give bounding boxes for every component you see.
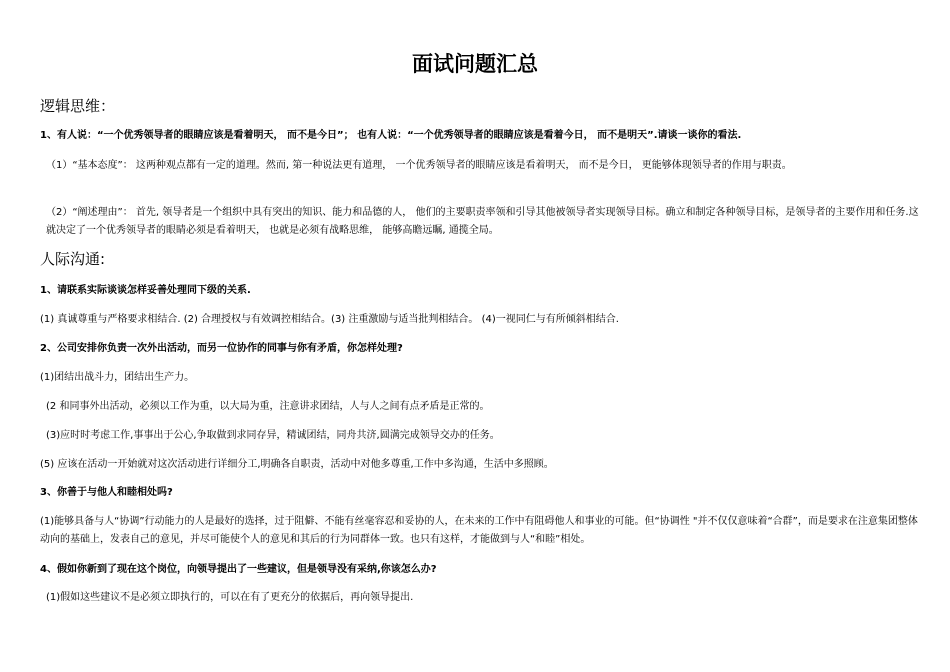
question-communication-2: 2、公司安排你负责一次外出活动，而另一位协作的同事与你有矛盾，你怎样处理? — [40, 343, 403, 354]
answer-communication-2-3: (3)应时时考虑工作,事事出于公心,争取做到求同存异，精诚团结，同舟共济,圆满完成领导交办的任务。 — [46, 430, 500, 441]
section-heading-logic: 逻辑思维： — [40, 97, 116, 115]
answer-logic-1-1: （1）“基本态度”： 这两种观点都有一定的道理。然而, 第一种说法更有道理， 一个优秀领导者的眼睛应该是看着明天， 而不是今日， 更能够体现领导者的作用与职责。 — [46, 160, 792, 171]
question-communication-3: 3、你善于与他人和睦相处吗? — [40, 487, 173, 498]
answer-communication-1-1: (1) 真诚尊重与严格要求相结合. (2) 合理授权与有效调控相结合。(3) 注重激励与适当批判相结合。 (4)一视同仁与有所倾斜相结合. — [40, 314, 619, 325]
answer-communication-2-4: (5) 应该在活动一开始就对这次活动进行详细分工,明确各自职责，活动中对他多尊重,工作中多沟通，生活中多照顾。 — [40, 459, 554, 470]
answer-communication-2-2: (2 和同事外出活动，必须以工作为重，以大局为重，注意讲求团结，人与人之间有点矛盾是正常的。 — [46, 401, 490, 412]
answer-communication-3-1: (1)能够具备与人“协调”行动能力的人是最好的选择，过于阻僻、不能有丝毫容忍和妥协的人，在未来的工作中有阻碍他人和事业的可能。但“协调性 "并不仅仅意味着“合群”，而是要求在注意集团整体动向的基础上，发表自己的意见，并尽可能使个人的意见和其后的行为同群体一致。也只有这样，才能做到与人“和睦”相处。 — [40, 516, 918, 545]
answer-communication-2-1: (1)团结出战斗力，团结出生产力。 — [40, 372, 195, 383]
question-communication-4: 4、假如你新到了现在这个岗位，向领导提出了一些建议，但是领导没有采纳,你该怎么办? — [40, 564, 437, 575]
answer-logic-1-2: （2）“阐述理由”： 首先, 领导者是一个组织中具有突出的知识、能力和品德的人， 他们的主要职责率领和引导其他被领导者实现领导目标。确立和制定各种领导目标，是领导者的主要作用和任务.这就决定了一个优秀领导者的眼睛必须是看着明天， 也就是必须有战略思维， 能够高瞻远瞩, 通揽全局。 — [46, 207, 919, 236]
page-title: 面试问题汇总 — [412, 52, 538, 76]
answer-communication-4-1: (1)假如这些建议不是必须立即执行的，可以在有了更充分的依据后，再向领导提出. — [46, 592, 414, 603]
section-heading-communication: 人际沟通: — [40, 250, 106, 268]
question-logic-1: 1、有人说：“一个优秀领导者的眼睛应该是看着明天， 而不是今日”； 也有人说：“一个优秀领导者的眼睛应该是看着今日， 而不是明天”.请谈一谈你的看法. — [40, 130, 742, 141]
question-communication-1: 1、请联系实际谈谈怎样妥善处理同下级的关系. — [40, 285, 251, 296]
